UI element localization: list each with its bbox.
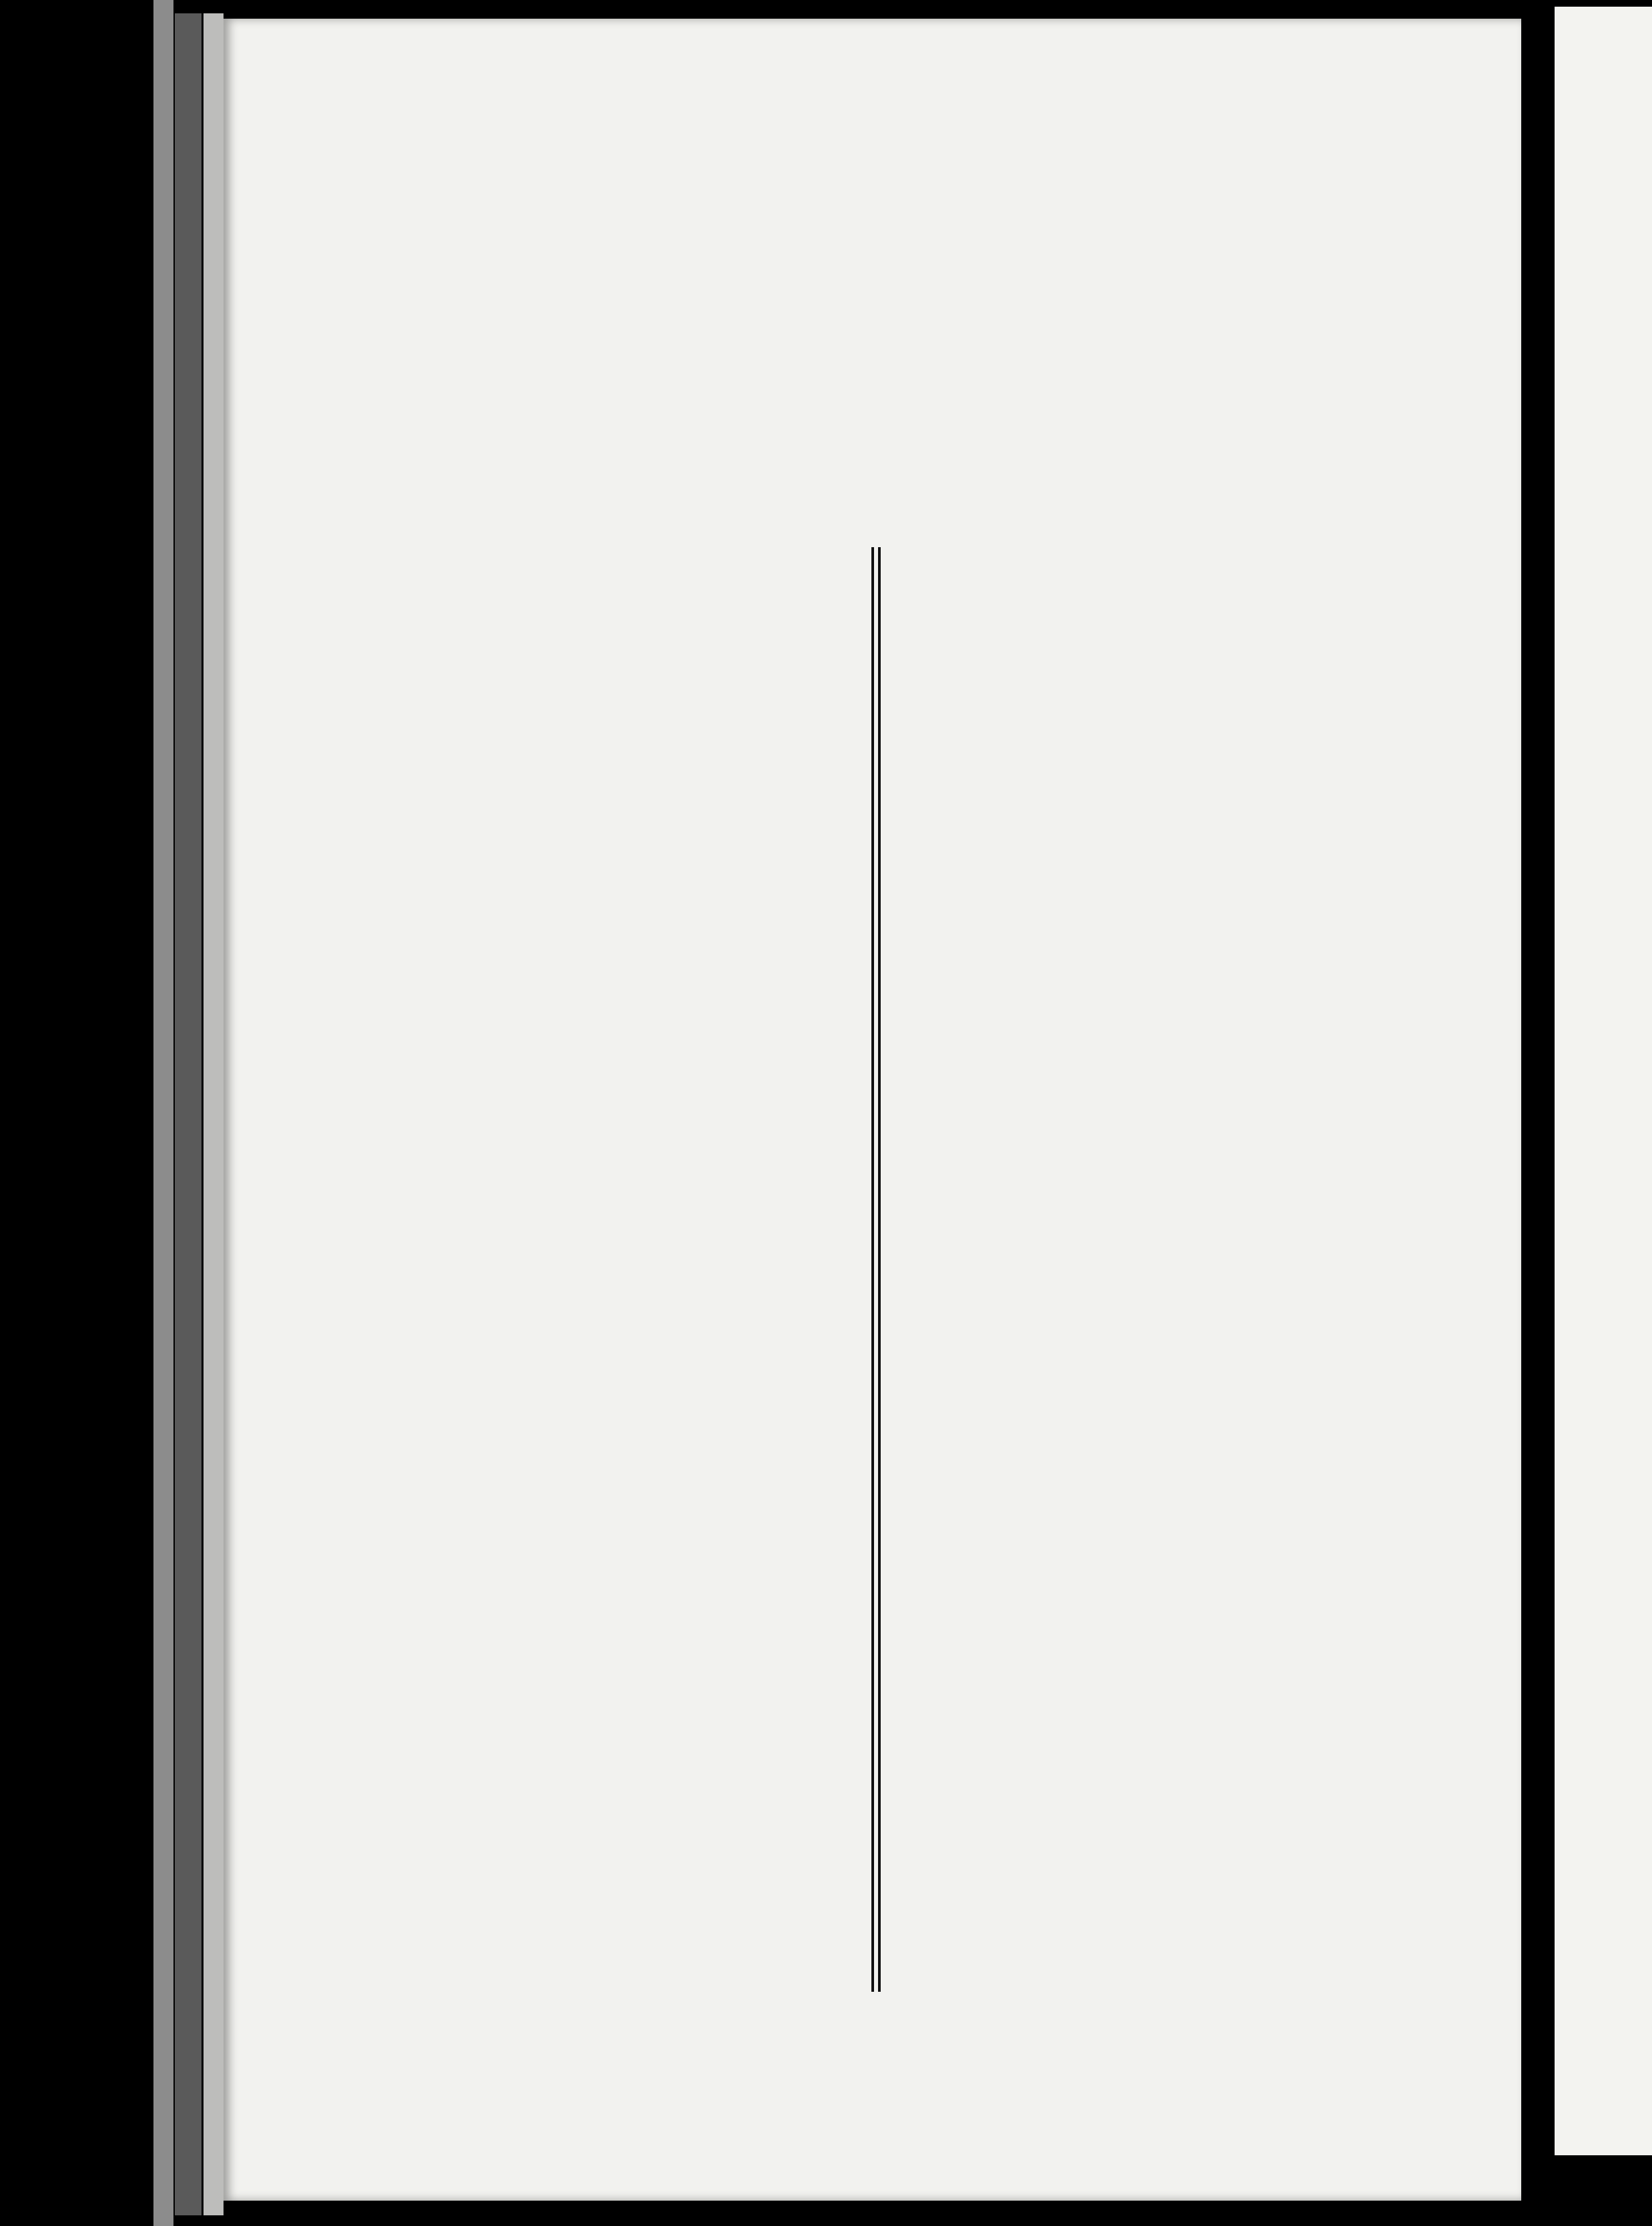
facing-page-edge — [1555, 7, 1652, 2155]
page-edge — [153, 0, 173, 2226]
page-edge — [203, 13, 224, 2215]
page-edge — [175, 13, 201, 2215]
column-divider — [878, 547, 881, 1992]
column-divider — [871, 547, 874, 1992]
